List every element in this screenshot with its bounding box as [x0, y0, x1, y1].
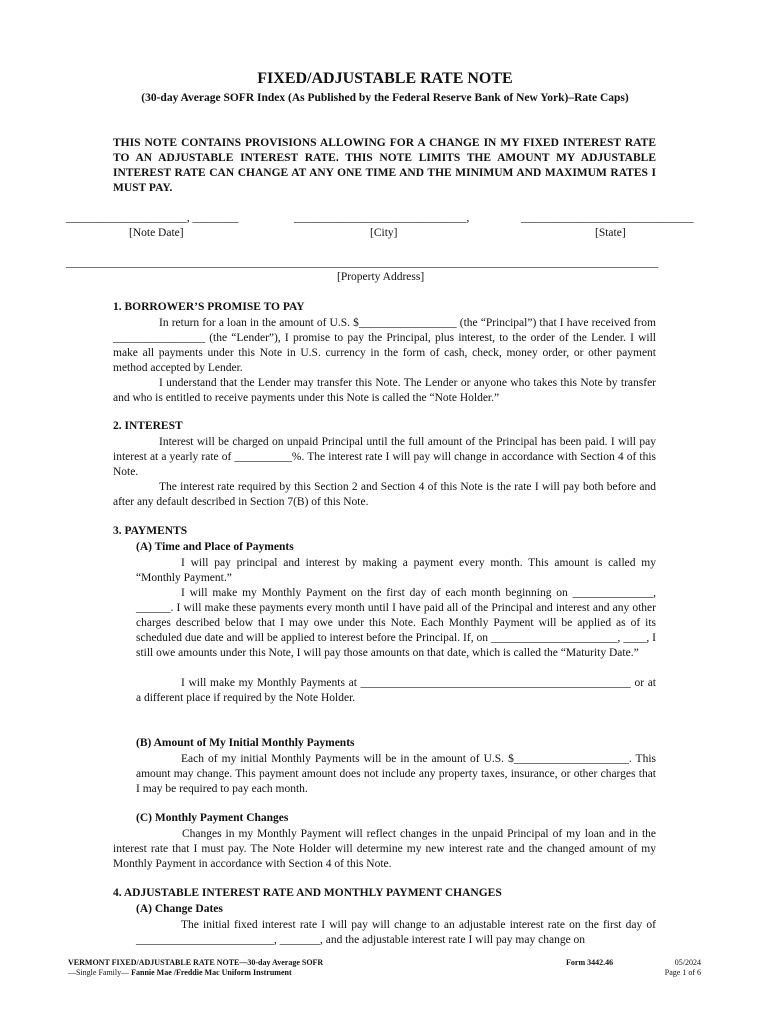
footer-date: 05/2024: [674, 958, 701, 967]
section-3c-heading: (C) Monthly Payment Changes: [136, 812, 289, 824]
footer-instrument: [68, 968, 292, 977]
note-date-blank[interactable]: _____________________, ________: [66, 212, 239, 224]
property-address-blank[interactable]: _______________________________________________________________________________________________________: [66, 257, 659, 269]
section-3b-heading: (B) Amount of My Initial Monthly Payments: [136, 737, 355, 749]
section-3c-paragraph-1: Changes in my Monthly Payment will reflect changes in the unpaid Principal of my loan and in the interest rate that I must pay. The Note Holder will determine my new interest rate and the changed amount of my Monthly Payment in accordance with Section 4 of this Note.: [113, 828, 656, 870]
note-date-caption: [Note Date]: [129, 227, 184, 239]
section-1-heading: 1. BORROWER’S PROMISE TO PAY: [113, 301, 305, 313]
section-2-heading: 2. INTEREST: [113, 420, 183, 432]
section-3a-paragraph-3: I will make my Monthly Payments at _______________________________________________ or at a different place if required by the Note Holder.: [136, 677, 656, 704]
footer-page-number: Page 1 of 6: [664, 968, 701, 977]
footer-form-title: VERMONT FIXED/ADJUSTABLE RATE NOTE—30-day Average SOFR: [68, 958, 324, 967]
section-3a-paragraph-1: I will pay principal and interest by making a payment every month. This amount is called my “Monthly Payment.”: [136, 557, 656, 584]
section-3a-heading: (A) Time and Place of Payments: [136, 541, 294, 553]
section-3a-paragraph-2: I will make my Monthly Payment on the first day of each month beginning on ______________, ______. I will make these payments every month until I have paid all of the Principal and interest and any other charges described below that I may owe under this Note. Each Monthly Payment will be applied as of its scheduled due date and will be applied to interest before the Principal. If, on ______________________, ____, I still owe amounts under this Note, I will pay those amounts on that date, which is called the “Maturity Date.”: [136, 587, 656, 659]
state-blank[interactable]: ______________________________: [521, 212, 694, 224]
section-1-paragraph-2: I understand that the Lender may transfer this Note. The Lender or anyone who takes this Note by transfer and who is entitled to receive payments under this Note is called the “Note Holder.”: [113, 377, 656, 404]
section-3-heading: 3. PAYMENTS: [113, 525, 188, 537]
state-caption: [State]: [595, 227, 626, 239]
footer-uniform-instrument: Fannie Mae /Freddie Mac Uniform Instrument: [131, 968, 292, 977]
property-address-caption: [Property Address]: [337, 271, 425, 283]
notice-paragraph: THIS NOTE CONTAINS PROVISIONS ALLOWING FOR A CHANGE IN MY FIXED INTEREST RATE TO AN ADJUSTABLE INTEREST RATE. THIS NOTE LIMITS THE AMOUNT MY ADJUSTABLE INTEREST RATE CAN CHANGE AT ANY ONE TIME AND THE MINIMUM AND MAXIMUM RATES I MUST PAY.: [113, 137, 656, 194]
section-4-heading: 4. ADJUSTABLE INTEREST RATE AND MONTHLY PAYMENT CHANGES: [113, 887, 502, 899]
footer-family: —Single Family—: [68, 968, 132, 977]
city-blank[interactable]: ______________________________,: [294, 212, 470, 224]
section-4a-paragraph-1: The initial fixed interest rate I will pay will change to an adjustable interest rate on the first day of ________________________, _______, and the adjustable interest rate I will pay may change on: [136, 919, 656, 946]
section-2-paragraph-2: The interest rate required by this Section 2 and Section 4 of this Note is the rate I will pay both before and after any default described in Section 7(B) of this Note.: [113, 481, 656, 508]
section-4a-heading: (A) Change Dates: [136, 903, 223, 915]
footer-form-number: Form 3442.46: [566, 958, 614, 967]
document-title: FIXED/ADJUSTABLE RATE NOTE: [257, 70, 513, 87]
section-3b-paragraph-1: Each of my initial Monthly Payments will be in the amount of U.S. $____________________. This amount may change. This payment amount does not include any property taxes, insurance, or other charges that I may be required to pay each month.: [136, 753, 656, 795]
city-caption: [City]: [370, 227, 398, 239]
section-2-paragraph-1: Interest will be charged on unpaid Principal until the full amount of the Principal has been paid. I will pay interest at a yearly rate of __________%. The interest rate I will pay will change in accordance with Section 4 of this Note.: [113, 436, 656, 478]
section-1-paragraph-1: In return for a loan in the amount of U.S. $_________________ (the “Principal”) that I have received from ________________ (the “Lender”), I promise to pay the Principal, plus interest, to the order of the Lender. I will make all payments under this Note in U.S. currency in the form of cash, check, money order, or other payment method accepted by Lender.: [113, 317, 656, 374]
document-subtitle: (30-day Average SOFR Index (As Published by the Federal Reserve Bank of New York)–Rate Caps): [141, 92, 629, 104]
